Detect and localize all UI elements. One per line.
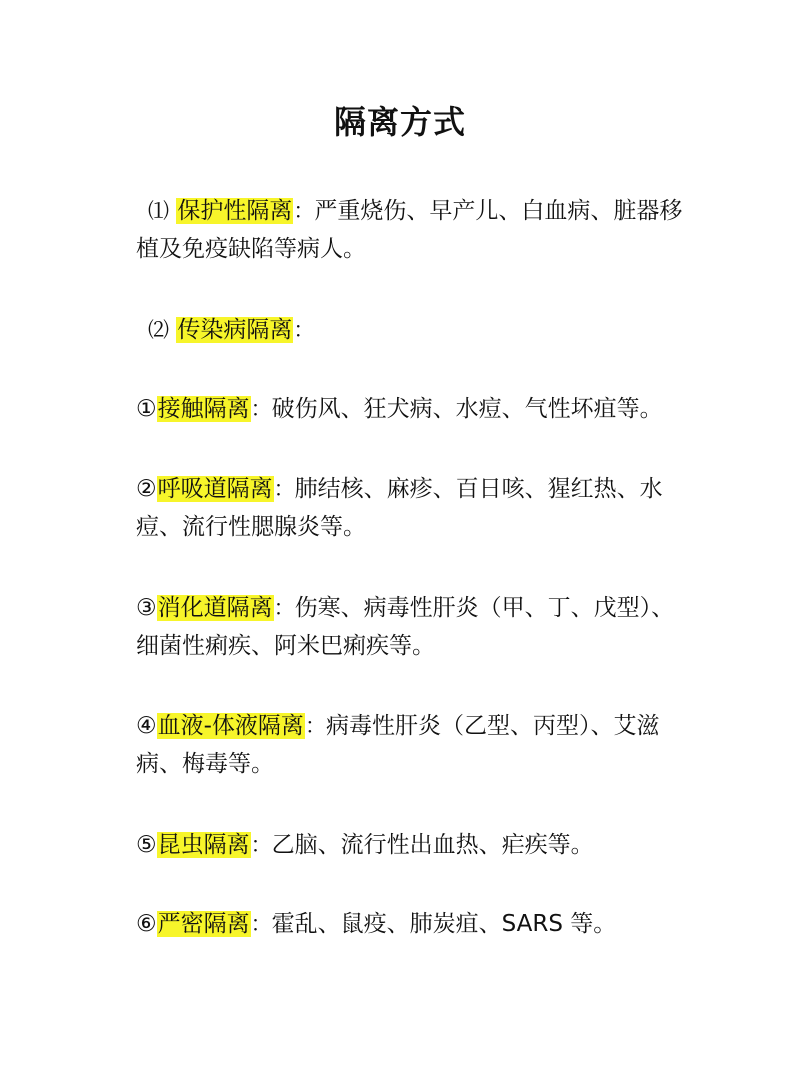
- item-highlight: 昆虫隔离: [157, 832, 250, 858]
- item-highlight: 传染病隔离: [177, 317, 293, 343]
- item-text: 肺结核、麻疹、百日咳、猩红热、水痘、流行性腮腺炎等。: [136, 476, 663, 540]
- item-separator: ：: [273, 596, 295, 620]
- item-highlight: 呼吸道隔离: [157, 476, 273, 502]
- item-respiratory-isolation: [136, 470, 696, 546]
- item-separator: ：: [250, 912, 272, 936]
- item-highlight: 保护性隔离: [177, 198, 293, 224]
- item-highlight: 消化道隔离: [157, 595, 273, 621]
- item-highlight: 接触隔离: [157, 396, 250, 422]
- item-strict-isolation: [136, 905, 696, 943]
- item-text: 病毒性肝炎（乙型、丙型）、艾滋病、梅毒等。: [136, 713, 660, 777]
- item-separator: ：: [250, 833, 272, 857]
- item-separator: ：: [304, 714, 326, 738]
- item-digestive-isolation: [136, 589, 696, 665]
- item-separator: ：: [250, 397, 272, 421]
- item-marker: ②: [136, 476, 157, 502]
- item-insect-isolation: [136, 826, 696, 864]
- item-highlight: 严密隔离: [157, 911, 250, 937]
- item-marker: ⑥: [136, 911, 157, 937]
- item-protective-isolation: [136, 192, 696, 268]
- item-marker: ③: [136, 595, 157, 621]
- item-marker: ⑴: [148, 199, 169, 223]
- item-text: 伤寒、病毒性肝炎（甲、丁、戊型）、细菌性痢疾、阿米巴痢疾等。: [136, 595, 675, 659]
- item-contact-isolation: [136, 390, 696, 428]
- item-text: 破伤风、狂犬病、水痘、气性坏疽等。: [271, 396, 663, 422]
- item-separator: ：: [293, 199, 315, 223]
- item-separator: ：: [273, 477, 295, 501]
- item-marker: ⑵: [148, 318, 169, 342]
- page-title: 隔离方式: [333, 103, 466, 141]
- item-text: 严重烧伤、早产儿、白血病、脏器移植及免疫缺陷等病人。: [136, 198, 683, 262]
- item-marker: ④: [136, 713, 157, 739]
- item-separator: ：: [293, 318, 315, 342]
- item-text: 乙脑、流行性出血热、疟疾等。: [271, 832, 594, 858]
- item-blood-fluid-isolation: [136, 707, 696, 783]
- item-text: 霍乱、鼠疫、肺炭疽、SARS 等。: [271, 911, 617, 937]
- item-marker: ⑤: [136, 832, 157, 858]
- item-infectious-isolation: [136, 311, 696, 349]
- item-highlight: 血液-体液隔离: [157, 713, 304, 739]
- item-marker: ①: [136, 396, 157, 422]
